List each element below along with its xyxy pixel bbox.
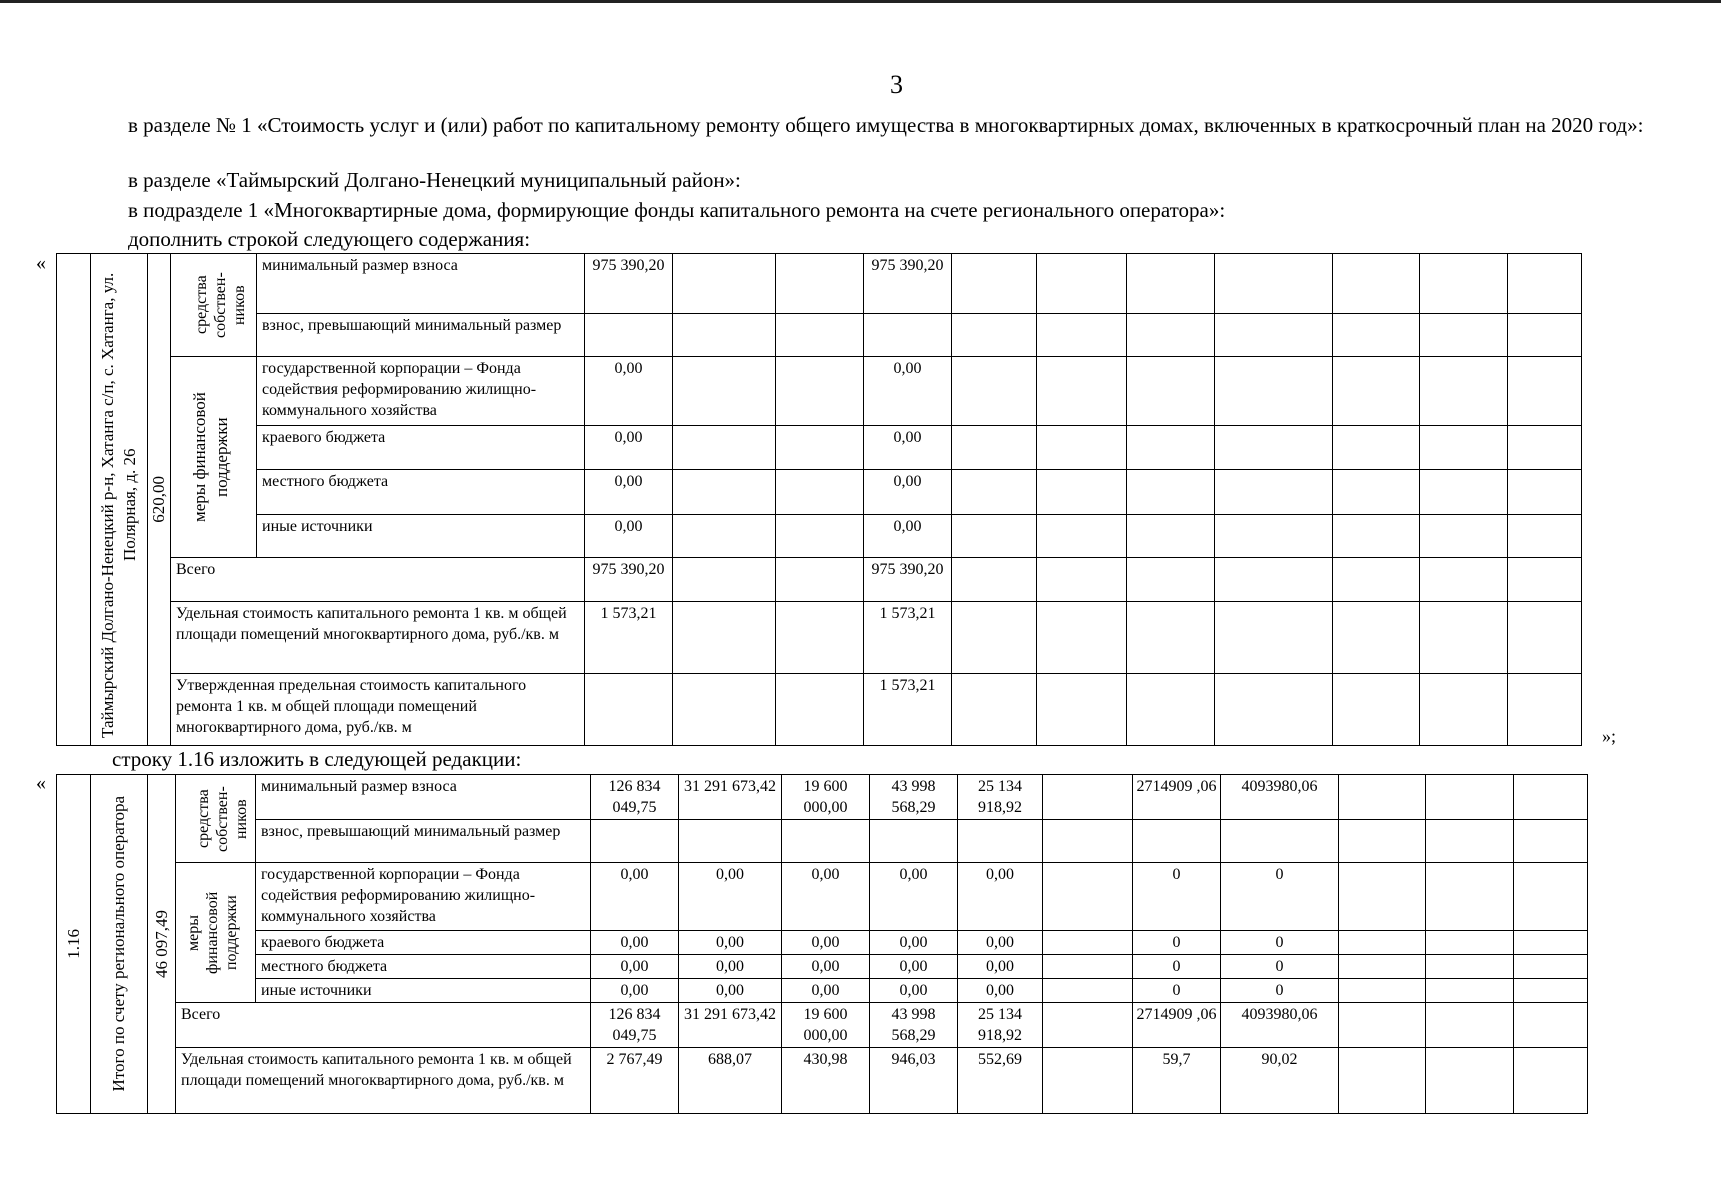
empty-cell (1333, 425, 1420, 469)
empty-cell (1333, 254, 1420, 314)
table-cell: 0,00 (591, 863, 679, 931)
table-row (57, 955, 1588, 979)
table-cell (1426, 1048, 1514, 1114)
table-cell (1426, 979, 1514, 1003)
empty-cell (1127, 514, 1215, 557)
table2-area: 46 097,49 (151, 910, 171, 978)
empty-cell (1508, 254, 1582, 314)
table-cell: 0,00 (782, 955, 870, 979)
empty-cell (1215, 514, 1333, 557)
table1-unit-cost-label: Удельная стоимость капитального ремонта 1 кв. м общей площади помещений многоквартирного дома, руб./кв. м (171, 602, 585, 674)
table-row (57, 602, 1582, 674)
table-row (57, 314, 1582, 357)
empty-cell (952, 357, 1037, 426)
table-cell (1426, 1003, 1514, 1048)
empty-cell (171, 254, 257, 357)
table1-row-label: государственной корпорации – Фонда содействия реформированию жилищно-коммунального хозяйства (257, 357, 585, 426)
table2-row-label: иные источники (256, 979, 591, 1003)
table2-unit-cost-label: Удельная стоимость капитального ремонта 1 кв. м общей площади помещений многоквартирного дома, руб./кв. м (176, 1048, 591, 1114)
table-cell (864, 314, 952, 357)
table-cell: 430,98 (782, 1048, 870, 1114)
table2-row-label: минимальный размер взноса (256, 775, 591, 820)
table-cell (591, 820, 679, 863)
empty-cell (1508, 425, 1582, 469)
empty-cell (776, 514, 864, 557)
table-cell: 31 291 673,42 (679, 1003, 782, 1048)
table-cell: 0 (1133, 931, 1221, 955)
table1-cell: 0,00 (864, 514, 952, 557)
empty-cell (673, 558, 776, 602)
table-cell (1426, 955, 1514, 979)
table-cell: 0,00 (870, 863, 958, 931)
empty-cell (171, 357, 257, 558)
table1-cell: 1 573,21 (585, 602, 673, 674)
table1-cell: 1 573,21 (864, 602, 952, 674)
table-cell: 2714909 ,06 (1133, 775, 1221, 820)
table1-cell: 975 390,20 (585, 254, 673, 314)
table-cell: 126 834 049,75 (591, 1003, 679, 1048)
table1-cell: 0,00 (585, 514, 673, 557)
table-cell: 0,00 (870, 931, 958, 955)
empty-cell (952, 470, 1037, 514)
empty-cell (1127, 314, 1215, 357)
empty-cell (176, 863, 256, 1003)
table-cell: 0 (1221, 979, 1339, 1003)
empty-cell (1508, 357, 1582, 426)
empty-cell (952, 425, 1037, 469)
empty-cell (952, 602, 1037, 674)
table-cell: 0,00 (958, 863, 1043, 931)
empty-cell (776, 254, 864, 314)
table-cell: 19 600 000,00 (782, 1003, 870, 1048)
empty-cell (57, 775, 91, 1114)
table-cell: 0,00 (679, 955, 782, 979)
table-cell (1514, 863, 1588, 931)
table1-blank-cell (57, 254, 91, 746)
table-cell: 0 (1133, 863, 1221, 931)
table1-area: 620,00 (149, 476, 168, 523)
table-cell (1043, 1003, 1133, 1048)
empty-cell (1127, 357, 1215, 426)
empty-cell (1508, 514, 1582, 557)
table1-cell: 975 390,20 (864, 558, 952, 602)
page-number: 3 (890, 70, 903, 99)
table-cell: 0,00 (591, 955, 679, 979)
table1-row-label: взнос, превышающий минимальный размер (257, 314, 585, 357)
table-row (57, 820, 1588, 863)
table1-group-owners: средства собствен-ников (192, 272, 248, 338)
empty-cell (1333, 514, 1420, 557)
table-row (57, 931, 1588, 955)
empty-cell (1420, 514, 1508, 557)
table-cell: 0,00 (782, 863, 870, 931)
table-cell (1514, 931, 1588, 955)
table-cell: 59,7 (1133, 1048, 1221, 1114)
intro-paragraph-replace-row: строку 1.16 изложить в следующей редакции: (112, 747, 522, 771)
empty-cell (1420, 602, 1508, 674)
empty-cell (1215, 674, 1333, 746)
table-cell (1426, 931, 1514, 955)
empty-cell (952, 674, 1037, 746)
empty-cell (1037, 425, 1127, 469)
empty-cell (1508, 470, 1582, 514)
empty-cell (1127, 674, 1215, 746)
empty-cell (176, 775, 256, 863)
empty-cell (1037, 357, 1127, 426)
table2-group-support: меры финансовой поддержки (184, 891, 240, 974)
empty-cell (1420, 674, 1508, 746)
table-cell: 31 291 673,42 (679, 775, 782, 820)
table-cell: 0,00 (679, 979, 782, 1003)
table-cell: 0,00 (870, 955, 958, 979)
table-cell (1043, 775, 1133, 820)
empty-cell (673, 425, 776, 469)
table1-row-label: краевого бюджета (257, 425, 585, 469)
empty-cell (1333, 470, 1420, 514)
empty-cell (1037, 470, 1127, 514)
empty-cell (1215, 602, 1333, 674)
table1-cell: 0,00 (585, 470, 673, 514)
table-cell: 19 600 000,00 (782, 775, 870, 820)
table-cell: 2714909 ,06 (1133, 1003, 1221, 1048)
table-cell (1339, 1003, 1426, 1048)
empty-cell (673, 602, 776, 674)
open-quote-2: « (36, 772, 46, 794)
table1-cell: 1 573,21 (864, 674, 952, 746)
table-cell (1339, 931, 1426, 955)
empty-cell (1037, 602, 1127, 674)
table1-limit-cost-label: Утвержденная предельная стоимость капитального ремонта 1 кв. м общей площади помещений многоквартирного дома, руб./кв. м (171, 674, 585, 746)
table-cell (585, 314, 673, 357)
table2-caption: Итого по счету регионального оператора (109, 796, 128, 1092)
intro-paragraph-district: в разделе «Таймырский Долгано-Ненецкий муниципальный район»: (128, 168, 741, 192)
empty-cell (952, 254, 1037, 314)
table-cell (1339, 979, 1426, 1003)
empty-cell (1420, 357, 1508, 426)
table-cell: 0,00 (679, 931, 782, 955)
table-cell (1043, 931, 1133, 955)
intro-paragraph-add-row: дополнить строкой следующего содержания: (128, 227, 531, 251)
table1-cell: 0,00 (864, 357, 952, 426)
table-cell (1514, 979, 1588, 1003)
empty-cell (1333, 674, 1420, 746)
table-cell: 0 (1221, 955, 1339, 979)
empty-cell (1215, 254, 1333, 314)
empty-cell (952, 314, 1037, 357)
table-cell (958, 820, 1043, 863)
table-row (57, 470, 1582, 514)
table-cell (1514, 1048, 1588, 1114)
table-cell (1339, 1048, 1426, 1114)
empty-cell (1420, 254, 1508, 314)
table1-row-label: иные источники (257, 514, 585, 557)
table2-row-label: местного бюджета (256, 955, 591, 979)
empty-cell (1420, 425, 1508, 469)
table-cell (1426, 775, 1514, 820)
empty-cell (1037, 514, 1127, 557)
empty-cell (1508, 314, 1582, 357)
table2-row-label: краевого бюджета (256, 931, 591, 955)
table-cell (1426, 820, 1514, 863)
table-cell: 0 (1133, 979, 1221, 1003)
table-row (57, 558, 1582, 602)
empty-cell (1508, 558, 1582, 602)
table-cell: 4093980,06 (1221, 775, 1339, 820)
empty-cell (148, 775, 176, 1114)
empty-cell (1215, 470, 1333, 514)
table2-row-label: взнос, превышающий минимальный размер (256, 820, 591, 863)
empty-cell (1420, 558, 1508, 602)
table-cell: 90,02 (1221, 1048, 1339, 1114)
table-cell (1043, 955, 1133, 979)
empty-cell (673, 514, 776, 557)
empty-cell (1127, 425, 1215, 469)
table1-group-support: меры финансовой поддержки (189, 392, 231, 522)
table-cell (1426, 863, 1514, 931)
table-cell (1221, 820, 1339, 863)
empty-cell (91, 254, 148, 746)
empty-cell (1215, 357, 1333, 426)
empty-cell (952, 558, 1037, 602)
table-row (57, 863, 1588, 931)
table-cell: 0,00 (958, 979, 1043, 1003)
table-cell (1514, 820, 1588, 863)
empty-cell (1127, 254, 1215, 314)
table-cell: 0,00 (782, 931, 870, 955)
empty-cell (776, 425, 864, 469)
table-cell: 0 (1221, 931, 1339, 955)
table1-cell: 0,00 (585, 425, 673, 469)
empty-cell (776, 674, 864, 746)
empty-cell (1127, 470, 1215, 514)
table2-row-number: 1.16 (63, 929, 83, 959)
table-cell (1339, 863, 1426, 931)
table-cell (1043, 863, 1133, 931)
table-row (57, 979, 1588, 1003)
empty-cell (776, 602, 864, 674)
empty-cell (776, 470, 864, 514)
empty-cell (1037, 314, 1127, 357)
empty-cell (673, 357, 776, 426)
empty-cell (91, 775, 148, 1114)
table-cell (1133, 820, 1221, 863)
table-row (57, 1003, 1588, 1048)
empty-cell (673, 254, 776, 314)
page-top-border (0, 0, 1721, 3)
empty-cell (1420, 470, 1508, 514)
table1-total-label: Всего (171, 558, 585, 602)
table-cell: 25 134 918,92 (958, 775, 1043, 820)
empty-cell (1037, 558, 1127, 602)
empty-cell (776, 357, 864, 426)
table-cell: 43 998 568,29 (870, 775, 958, 820)
table-cell (679, 820, 782, 863)
close-quote: »; (1602, 726, 1617, 746)
table-added-row (56, 253, 1582, 746)
empty-cell (952, 514, 1037, 557)
table1-address: Таймырский Долгано-Ненецкий р-н, Хатанга с/п, с. Хатанга, ул. Полярная, д. 26 (98, 272, 139, 738)
empty-cell (1215, 558, 1333, 602)
table-cell: 946,03 (870, 1048, 958, 1114)
table1-cell: 0,00 (864, 425, 952, 469)
table-cell: 43 998 568,29 (870, 1003, 958, 1048)
empty-cell (1215, 425, 1333, 469)
table-cell: 0 (1133, 955, 1221, 979)
table1-cell: 975 390,20 (864, 254, 952, 314)
table-cell: 0,00 (782, 979, 870, 1003)
table-cell (1514, 1003, 1588, 1048)
table-cell (1514, 775, 1588, 820)
table-cell: 0 (1221, 863, 1339, 931)
empty-cell (1333, 602, 1420, 674)
table-row (57, 1048, 1588, 1114)
table-cell (782, 820, 870, 863)
table-cell (870, 820, 958, 863)
empty-cell (673, 314, 776, 357)
intro-paragraph-section: в разделе № 1 «Стоимость услуг и (или) работ по капитальному ремонту общего имущества в многоквартирных домах, включенных в краткосрочный план на 2020 год»: (128, 113, 1644, 137)
table-cell: 2 767,49 (591, 1048, 679, 1114)
empty-cell (1037, 254, 1127, 314)
empty-cell (673, 470, 776, 514)
table-cell (1514, 955, 1588, 979)
table-row (57, 357, 1582, 426)
table-row (57, 674, 1582, 746)
table-cell: 552,69 (958, 1048, 1043, 1114)
table1-row-label: минимальный размер взноса (257, 254, 585, 314)
table1-cell: 0,00 (864, 470, 952, 514)
empty-cell (1333, 558, 1420, 602)
intro-paragraph-subsection: в подразделе 1 «Многоквартирные дома, формирующие фонды капитального ремонта на счете регионального оператора»: (128, 198, 1226, 222)
table1-row-label: местного бюджета (257, 470, 585, 514)
table-row (57, 775, 1588, 820)
table-cell (1339, 955, 1426, 979)
empty-cell (1215, 314, 1333, 357)
table1-cell: 975 390,20 (585, 558, 673, 602)
empty-cell (1127, 558, 1215, 602)
table-cell: 0,00 (591, 931, 679, 955)
empty-cell (1508, 602, 1582, 674)
table-cell (1043, 820, 1133, 863)
table-cell: 688,07 (679, 1048, 782, 1114)
empty-cell (673, 674, 776, 746)
table-cell (1339, 820, 1426, 863)
empty-cell (776, 558, 864, 602)
table-cell: 0,00 (679, 863, 782, 931)
table-cell: 0,00 (591, 979, 679, 1003)
empty-cell (1508, 674, 1582, 746)
table-cell: 4093980,06 (1221, 1003, 1339, 1048)
table1-cell: 0,00 (585, 357, 673, 426)
table-cell: 0,00 (958, 931, 1043, 955)
table-cell (1339, 775, 1426, 820)
table-row (57, 254, 1582, 314)
table-cell (1043, 1048, 1133, 1114)
table-cell: 25 134 918,92 (958, 1003, 1043, 1048)
table-row (57, 425, 1582, 469)
table-cell (1043, 979, 1133, 1003)
empty-cell (148, 254, 171, 746)
table-cell: 126 834 049,75 (591, 775, 679, 820)
table2-total-label: Всего (176, 1003, 591, 1048)
table-cell: 0,00 (870, 979, 958, 1003)
empty-cell (776, 314, 864, 357)
empty-cell (1333, 357, 1420, 426)
empty-cell (1037, 674, 1127, 746)
table-cell: 0,00 (958, 955, 1043, 979)
table2-row-label: государственной корпорации – Фонда содействия реформированию жилищно-коммунального хозяйства (256, 863, 591, 931)
table-row (57, 514, 1582, 557)
empty-cell (1333, 314, 1420, 357)
table-cell (585, 674, 673, 746)
open-quote-1: « (36, 252, 46, 274)
table2-group-owners: средства собствен-ников (194, 785, 250, 852)
empty-cell (1127, 602, 1215, 674)
empty-cell (1420, 314, 1508, 357)
table-row-1-16 (56, 774, 1588, 1114)
